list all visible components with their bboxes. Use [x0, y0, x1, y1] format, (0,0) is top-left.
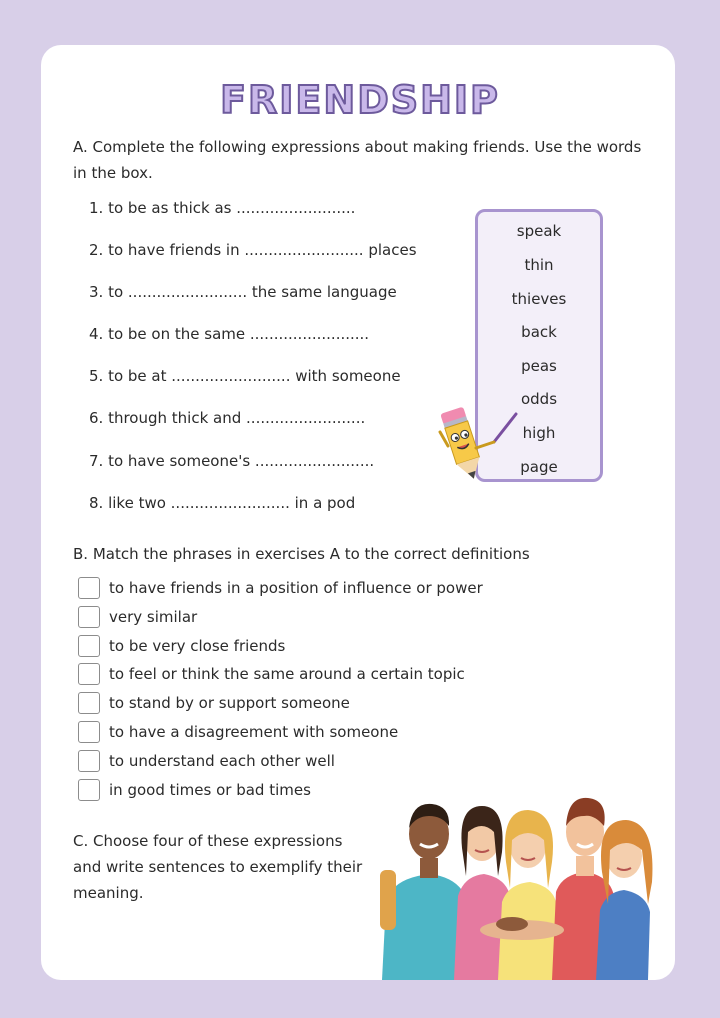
exercise-item-6[interactable]: 6. through thick and .........................	[89, 409, 366, 427]
friends-group-illustration	[372, 792, 662, 980]
exercise-item-2[interactable]: 2. to have friends in ......................... places	[89, 241, 417, 259]
definition-checkbox[interactable]	[78, 750, 100, 772]
definition-checkbox[interactable]	[78, 692, 100, 714]
definition-text: in good times or bad times	[109, 781, 311, 799]
definition-checkbox[interactable]	[78, 779, 100, 801]
word-box-item: thieves	[511, 290, 567, 308]
section-c-line3: meaning.	[73, 884, 144, 902]
exercise-item-3[interactable]: 3. to ......................... the same language	[89, 283, 397, 301]
friend-figure	[498, 810, 558, 980]
definition-checkbox[interactable]	[78, 663, 100, 685]
exercise-item-8[interactable]: 8. like two ......................... in a pod	[89, 494, 356, 512]
exercise-item-1[interactable]: 1. to be as thick as .........................	[89, 199, 356, 217]
definition-text: to understand each other well	[109, 752, 335, 770]
word-box-item: peas	[521, 357, 557, 375]
definition-checkbox[interactable]	[78, 577, 100, 599]
section-a-instruction-line2: in the box.	[73, 164, 153, 182]
word-box-item: back	[521, 323, 557, 341]
definition-checkbox[interactable]	[78, 606, 100, 628]
definition-checkbox[interactable]	[78, 721, 100, 743]
pencil-mascot-icon	[436, 402, 520, 488]
section-b-instruction: B. Match the phrases in exercises A to the correct definitions	[73, 545, 530, 563]
exercise-item-7[interactable]: 7. to have someone's .........................	[89, 452, 375, 470]
word-box-item: odds	[520, 390, 558, 408]
definition-text: to feel or think the same around a certain topic	[109, 665, 465, 683]
word-box-item: speak	[516, 222, 562, 240]
word-box-item: thin	[524, 256, 554, 274]
exercise-item-4[interactable]: 4. to be on the same .........................	[89, 325, 370, 343]
section-c-line1: C. Choose four of these expressions	[73, 832, 343, 850]
definition-text: to have a disagreement with someone	[109, 723, 399, 741]
word-box-item: page	[520, 458, 558, 476]
word-box-item: high	[522, 424, 556, 442]
definition-checkbox[interactable]	[78, 635, 100, 657]
definition-text: to have friends in a position of influence or power	[109, 579, 483, 597]
page-title: FRIENDSHIP	[220, 78, 500, 122]
definition-text: very similar	[109, 608, 198, 626]
definition-text: to be very close friends	[109, 637, 286, 655]
section-c-line2: and write sentences to exemplify their	[73, 858, 363, 876]
definition-text: to stand by or support someone	[109, 694, 350, 712]
exercise-item-5[interactable]: 5. to be at ......................... with someone	[89, 367, 401, 385]
section-a-instruction-line1: A. Complete the following expressions about making friends. Use the words	[73, 138, 642, 156]
